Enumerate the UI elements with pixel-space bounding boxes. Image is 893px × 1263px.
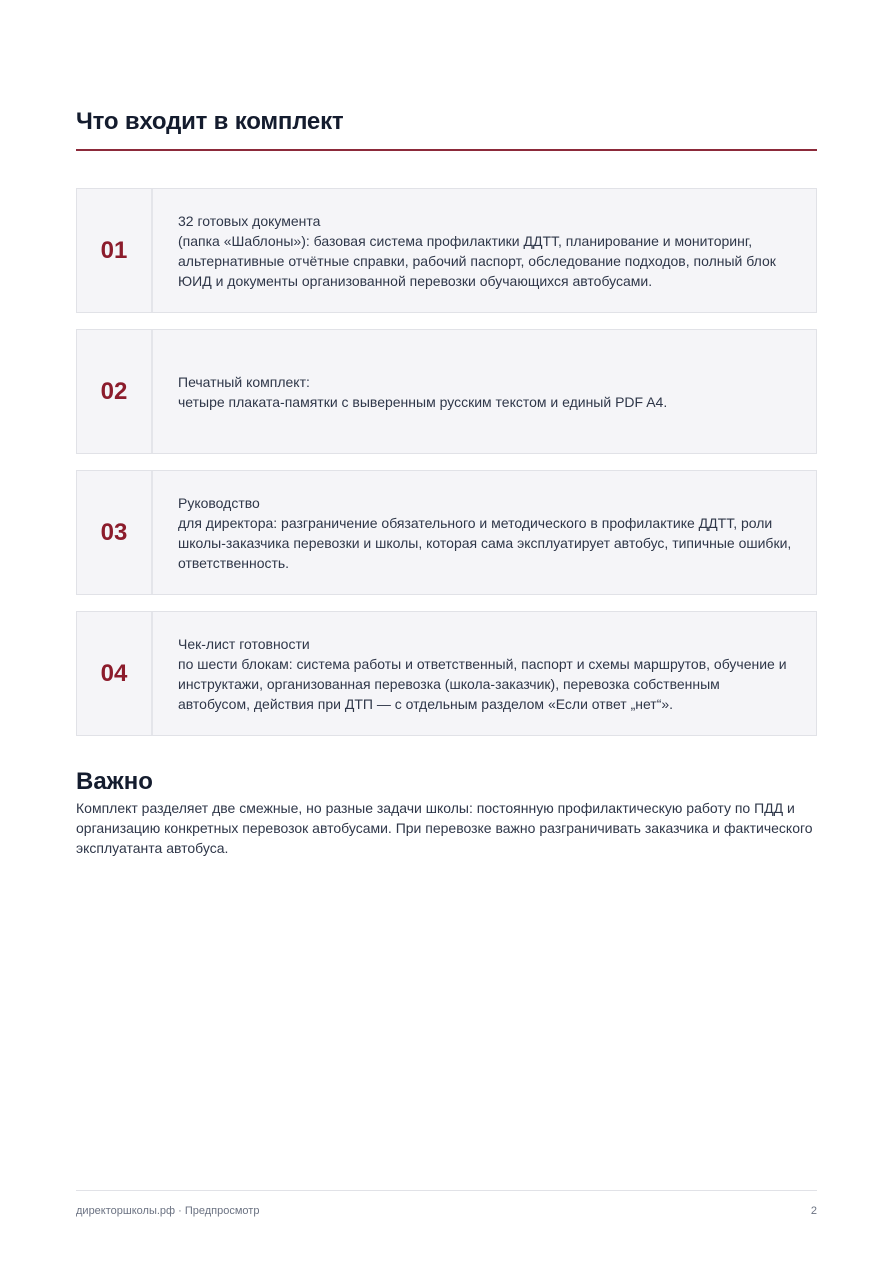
kit-contents-list	[76, 188, 817, 752]
item-heading: Печатный комплект:	[178, 373, 310, 390]
item-text: для директора: разграничение обязательного и методического в профилактике ДДТТ, роли школы-заказчика перевозки и школы, которая сама эксплуатирует автобус, типичные ошибки, ответственность.	[178, 514, 792, 571]
item-heading: Руководство	[178, 494, 260, 511]
page-title: Что входит в комплект	[76, 108, 344, 135]
important-text: Комплект разделяет две смежные, но разные задачи школы: постоянную профилактическую работу по ПДД и организацию конкретных перевозок автобусами. При перевозке важно разграничивать заказчика и фактического эксплуатанта автобуса.	[76, 800, 813, 856]
item-text: по шести блокам: система работы и ответственный, паспорт и схемы маршрутов, обучение и инструктажи, организованная перевозка (школа-заказчик), перевозка собственным автобусом, действия при ДТП — с отдельным разделом «Если ответ „нет“».	[178, 655, 787, 712]
kit-item-1	[76, 188, 817, 313]
item-text: (папка «Шаблоны»): базовая система профилактики ДДТТ, планирование и мониторинг, альтернативные отчётные справки, рабочий паспорт, обследование подходов, полный блок ЮИД и документы организованной перевозки обучающихся автобусами.	[178, 232, 776, 289]
title-divider	[76, 149, 817, 151]
page-number: 2	[810, 1205, 817, 1217]
item-heading: Чек-лист готовности	[178, 635, 310, 652]
item-description	[153, 612, 816, 735]
item-number: 04	[77, 612, 153, 735]
item-description	[153, 330, 816, 453]
item-description	[153, 189, 816, 312]
item-number: 03	[77, 471, 153, 594]
important-heading: Важно	[76, 768, 153, 795]
kit-item-3	[76, 470, 817, 595]
item-number: 02	[77, 330, 153, 453]
footer-site-label: директоршколы.рф · Предпросмотр	[76, 1205, 260, 1217]
kit-item-4	[76, 611, 817, 736]
item-description	[153, 471, 816, 594]
item-number: 01	[77, 189, 153, 312]
item-heading: 32 готовых документа	[178, 212, 321, 229]
item-text: четыре плаката-памятки с выверенным русским текстом и единый PDF A4.	[178, 393, 668, 410]
kit-item-2	[76, 329, 817, 454]
footer-divider	[76, 1190, 817, 1191]
